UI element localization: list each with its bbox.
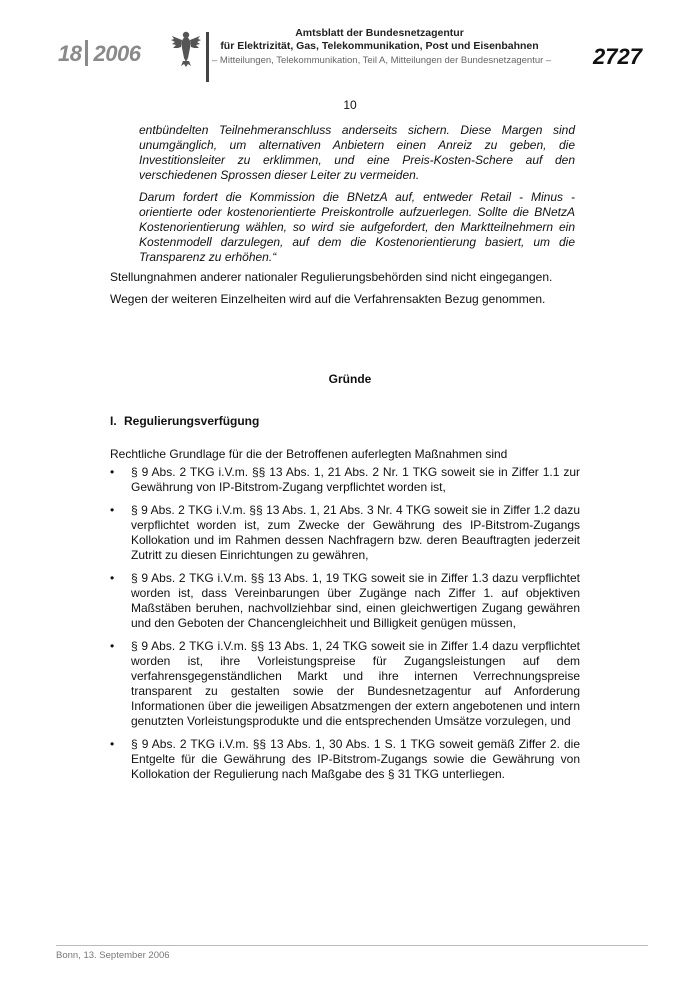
quote-paragraph-1: entbündelten Teilnehmeranschluss anderseits sichern. Diese Margen sind unumgänglich, um alternativen Anbietern einen Anreiz zu geben, die Investitionsleiter zu erklimmen, und eine Preis-Kosten-Schere auf den verschiedenen Sprossen dieser Leiter zu vermeiden. — [139, 123, 575, 182]
paragraph-stellungnahmen: Stellungnahmen anderer nationaler Regulierungsbehörden sind nicht eingegangen. — [110, 270, 553, 284]
federal-eagle-icon — [170, 28, 202, 68]
bullet-icon: • — [110, 571, 115, 585]
issue-label — [58, 40, 140, 67]
legal-basis-list — [110, 465, 580, 790]
issue-separator — [85, 40, 88, 66]
bullet-icon: • — [110, 737, 115, 751]
list-item — [110, 465, 580, 495]
bullet-icon: • — [110, 465, 115, 479]
legal-basis-intro: Rechtliche Grundlage für die der Betroffenen auferlegten Maßnahmen sind — [110, 447, 508, 461]
list-item-text: § 9 Abs. 2 TKG i.V.m. §§ 13 Abs. 1, 24 TKG soweit sie in Ziffer 1.4 dazu verpflichtet worden ist, ihre Vorleistungspreise für Zugangsleistungen auf dem verfahrensgegenständlichen Markt und ihre internen Verrechnungspreise transparent zu gestalten sowie der Bundesnetzagentur auf Anforderung Informationen über die jeweiligen Absatzmengen der extern angebotenen und intern genutzten Vorleistungsprodukte und die entsprechenden Umsätze vorzulegen, und — [131, 639, 580, 728]
list-item — [110, 503, 580, 563]
masthead-title-line1: Amtsblatt der Bundesnetzagentur — [295, 27, 464, 39]
footer-divider — [56, 945, 648, 946]
issue-number: 18 — [58, 41, 82, 66]
list-item-text: § 9 Abs. 2 TKG i.V.m. §§ 13 Abs. 1, 19 TKG soweit sie in Ziffer 1.3 dazu verpflichtet worden ist, dass Vereinbarungen über Zugänge nach Ziffer 1. auf objektiven Maßstäben beruhen, nachvollziehbar sind, einen gleichwertigen Zugang gewähren und den Geboten der Chancengleichheit und Billigkeit genügen müssen, — [131, 571, 580, 630]
footer-date: Bonn, 13. September 2006 — [56, 950, 170, 961]
list-item — [110, 737, 580, 782]
masthead — [212, 27, 552, 68]
header-divider — [206, 32, 209, 82]
masthead-title-line2: für Elektrizität, Gas, Telekommunikation, Post und Eisenbahnen — [220, 40, 539, 52]
section-heading — [110, 414, 259, 428]
list-item-text: § 9 Abs. 2 TKG i.V.m. §§ 13 Abs. 1, 21 Abs. 2 Nr. 1 TKG soweit sie in Ziffer 1.1 zur Gewährung von IP-Bitstrom-Zugang verpflichtet worden ist, — [131, 465, 580, 494]
issue-year: 2006 — [93, 41, 141, 66]
list-item — [110, 639, 580, 729]
paragraph-einzelheiten: Wegen der weiteren Einzelheiten wird auf die Verfahrensakten Bezug genommen. — [110, 292, 546, 306]
list-item-text: § 9 Abs. 2 TKG i.V.m. §§ 13 Abs. 1, 30 Abs. 1 S. 1 TKG soweit gemäß Ziffer 2. die Entgelte für die Gewährung des IP-Bitstrom-Zugangs sowie die Gewährung von Kollokation der Regulierung nach Maßgabe des § 31 TKG unterliegen. — [131, 737, 580, 781]
list-item-text: § 9 Abs. 2 TKG i.V.m. §§ 13 Abs. 1, 21 Abs. 3 Nr. 4 TKG soweit sie in Ziffer 1.2 dazu verpflichtet worden ist, zum Zwecke der Gewährung des IP-Bitstrom-Zugangs Kollokation und im Rahmen dessen Nachfragern bzw. deren Beauftragten jederzeit Zutritt zu diesen Einrichtungen zu gewähren, — [131, 503, 580, 562]
document-page-marker: 10 — [343, 98, 357, 112]
page-number: 2727 — [593, 44, 642, 69]
bullet-icon: • — [110, 503, 115, 517]
section-title: Regulierungsverfügung — [124, 414, 260, 428]
section-number: I. — [110, 414, 117, 428]
masthead-subtitle: – Mitteilungen, Telekommunikation, Teil A, Mitteilungen der Bundesnetzagentur – — [212, 55, 552, 66]
list-item — [110, 571, 580, 631]
gruende-heading: Gründe — [328, 372, 372, 386]
quoted-block — [139, 123, 575, 272]
bullet-icon: • — [110, 639, 115, 653]
quote-paragraph-2: Darum fordert die Kommission die BNetzA auf, entweder Retail - Minus -orientierte oder kostenorientierte Preiskontrolle aufzuerlegen. Sollte die BNetzA Kostenorientierung wählen, so wird sie aufgefordert, den Marktteilnehmern ein Kostenmodell darzulegen, auf dem die Kostenorientierung basiert, um die Transparenz zu erhöhen.“ — [139, 190, 575, 264]
